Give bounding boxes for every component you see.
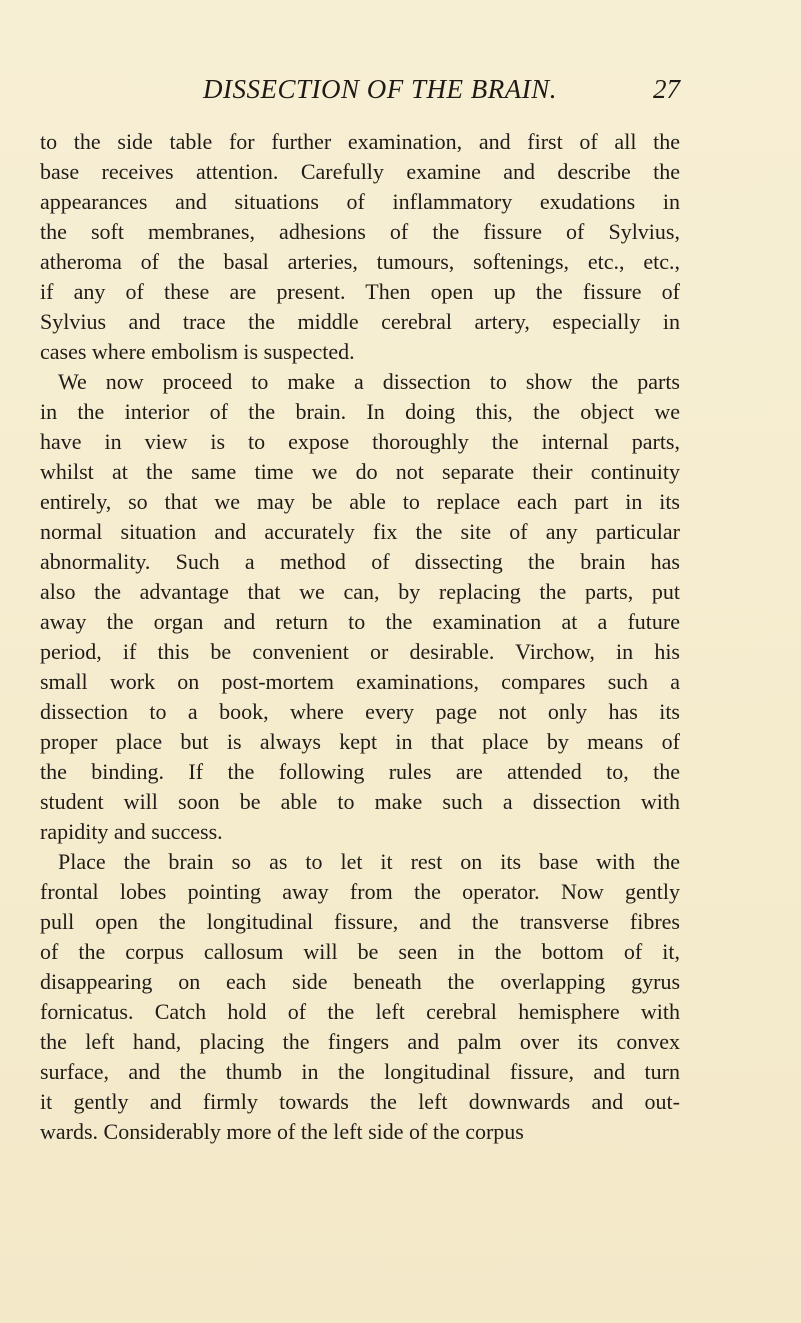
text-line: to the side table for further examination, and first of all the xyxy=(40,129,680,154)
text-line: period, if this be convenient or desirable. Virchow, in his xyxy=(40,639,680,664)
text-line: of the corpus callosum will be seen in the bottom of it, xyxy=(40,939,680,964)
text-line: dissection to a book, where every page not only has its xyxy=(40,699,680,724)
text-line: the soft membranes, adhesions of the fissure of Sylvius, xyxy=(40,219,680,244)
text-line: abnormality. Such a method of dissecting the brain has xyxy=(40,549,680,574)
text-line: have in view is to expose thoroughly the internal parts, xyxy=(40,429,680,454)
text-line: away the organ and return to the examination at a future xyxy=(40,609,680,634)
text-line: frontal lobes pointing away from the operator. Now gently xyxy=(40,879,680,904)
text-line: whilst at the same time we do not separate their continuity xyxy=(40,459,680,484)
text-line: pull open the longitudinal fissure, and the transverse fibres xyxy=(40,909,680,934)
text-line: rapidity and success. xyxy=(40,819,223,844)
page-number: 27 xyxy=(653,74,680,104)
text-line: wards. Considerably more of the left side of the corpus xyxy=(40,1119,524,1144)
text-line: it gently and firmly towards the left downwards and out- xyxy=(40,1089,680,1114)
page-header xyxy=(0,74,801,114)
text-line: atheroma of the basal arteries, tumours, softenings, etc., etc., xyxy=(40,249,680,274)
text-line: entirely, so that we may be able to replace each part in its xyxy=(40,489,680,514)
text-line: proper place but is always kept in that place by means of xyxy=(40,729,680,754)
text-line: fornicatus. Catch hold of the left cerebral hemisphere with xyxy=(40,999,680,1024)
text-line: cases where embolism is suspected. xyxy=(40,339,355,364)
text-line: normal situation and accurately fix the site of any particular xyxy=(40,519,680,544)
text-line: the left hand, placing the fingers and palm over its convex xyxy=(40,1029,680,1054)
text-line: student will soon be able to make such a dissection with xyxy=(40,789,680,814)
text-line: Sylvius and trace the middle cerebral artery, especially in xyxy=(40,309,680,334)
text-line: surface, and the thumb in the longitudinal fissure, and turn xyxy=(40,1059,680,1084)
text-line: small work on post-mortem examinations, compares such a xyxy=(40,669,680,694)
text-line: also the advantage that we can, by replacing the parts, put xyxy=(40,579,680,604)
text-line: in the interior of the brain. In doing this, the object we xyxy=(40,399,680,424)
text-line: base receives attention. Carefully examine and describe the xyxy=(40,159,680,184)
text-line: if any of these are present. Then open up the fissure of xyxy=(40,279,680,304)
text-line: disappearing on each side beneath the overlapping gyrus xyxy=(40,969,680,994)
text-line: appearances and situations of inflammatory exudations in xyxy=(40,189,680,214)
text-line: the binding. If the following rules are attended to, the xyxy=(40,759,680,784)
paragraph-start-line: Place the brain so as to let it rest on its base with the xyxy=(58,849,680,874)
running-title: DISSECTION OF THE BRAIN. xyxy=(203,74,557,104)
paragraph-start-line: We now proceed to make a dissection to show the parts xyxy=(58,369,680,394)
